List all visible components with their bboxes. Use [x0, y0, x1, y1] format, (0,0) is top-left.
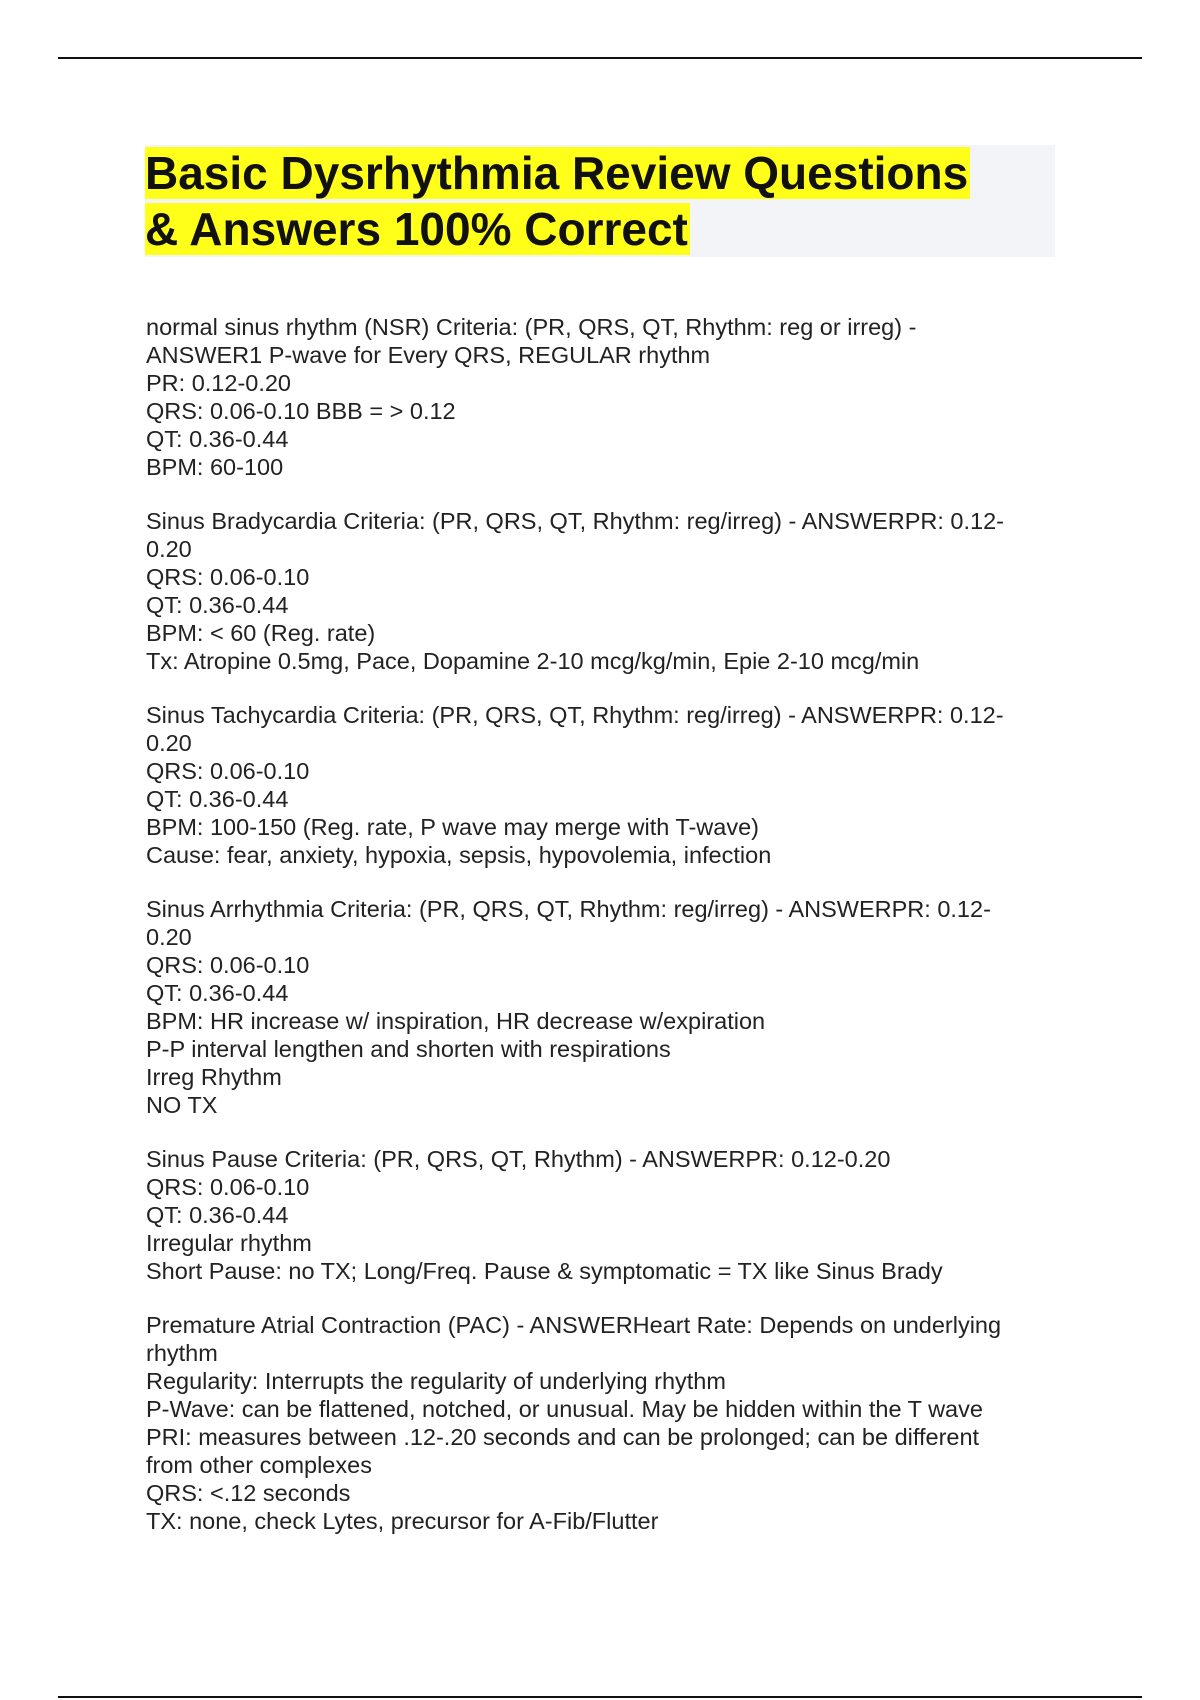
entry-line: QRS: 0.06-0.10	[146, 952, 310, 978]
entry-line: Irreg Rhythm	[146, 1064, 282, 1090]
title-block	[145, 145, 1055, 257]
flashcard-entry	[146, 313, 1046, 481]
entry-line: QT: 0.36-0.44	[146, 786, 289, 812]
entry-line: Irregular rhythm	[146, 1230, 312, 1256]
entry-line: QRS: <.12 seconds	[146, 1480, 351, 1506]
entry-line: QT: 0.36-0.44	[146, 980, 289, 1006]
title-line-2: & Answers 100% Correct	[145, 203, 688, 255]
entry-line: Short Pause: no TX; Long/Freq. Pause & symptomatic = TX like Sinus Brady	[146, 1258, 943, 1284]
entry-line: QRS: 0.06-0.10 BBB = > 0.12	[146, 398, 456, 424]
entry-line: Sinus Bradycardia Criteria: (PR, QRS, QT, Rhythm: reg/irreg) - ANSWERPR: 0.12-	[146, 508, 1004, 534]
entry-line: 0.20	[146, 536, 192, 562]
entry-line: PRI: measures between .12-.20 seconds and can be prolonged; can be different	[146, 1424, 980, 1450]
entry-line: QRS: 0.06-0.10	[146, 564, 310, 590]
entry-line: rhythm	[146, 1340, 218, 1366]
title-line-1: Basic Dysrhythmia Review Questions	[145, 147, 969, 199]
entry-line: BPM: < 60 (Reg. rate)	[146, 620, 376, 646]
flashcard-entry	[146, 1311, 1046, 1535]
entry-line: QRS: 0.06-0.10	[146, 1174, 310, 1200]
entry-line: Tx: Atropine 0.5mg, Pace, Dopamine 2-10 mcg/kg/min, Epie 2-10 mcg/min	[146, 648, 920, 674]
entry-line: P-P interval lengthen and shorten with respirations	[146, 1036, 671, 1062]
entry-line: Sinus Pause Criteria: (PR, QRS, QT, Rhythm) - ANSWERPR: 0.12-0.20	[146, 1146, 891, 1172]
entry-line: PR: 0.12-0.20	[146, 370, 292, 396]
entry-line: QT: 0.36-0.44	[146, 592, 289, 618]
entry-line: 0.20	[146, 730, 192, 756]
entry-line: BPM: HR increase w/ inspiration, HR decrease w/expiration	[146, 1008, 766, 1034]
entry-line: QRS: 0.06-0.10	[146, 758, 310, 784]
entry-line: TX: none, check Lytes, precursor for A-Fib/Flutter	[146, 1508, 659, 1534]
entry-line: 0.20	[146, 924, 192, 950]
document-title	[145, 145, 1055, 257]
entry-line: Regularity: Interrupts the regularity of underlying rhythm	[146, 1368, 726, 1394]
flashcard-entry	[146, 895, 1046, 1119]
entry-line: Sinus Tachycardia Criteria: (PR, QRS, QT, Rhythm: reg/irreg) - ANSWERPR: 0.12-	[146, 702, 1004, 728]
entry-line: BPM: 100-150 (Reg. rate, P wave may merge with T-wave)	[146, 814, 759, 840]
flashcard-entry	[146, 1145, 1046, 1285]
entry-line: from other complexes	[146, 1452, 372, 1478]
entry-line: QT: 0.36-0.44	[146, 426, 289, 452]
entry-line: Cause: fear, anxiety, hypoxia, sepsis, hypovolemia, infection	[146, 842, 772, 868]
bottom-divider	[58, 1696, 1142, 1698]
flashcard-entry	[146, 507, 1046, 675]
flashcard-list	[146, 313, 1046, 1561]
top-divider	[58, 57, 1142, 59]
entry-line: BPM: 60-100	[146, 454, 284, 480]
entry-line: normal sinus rhythm (NSR) Criteria: (PR, QRS, QT, Rhythm: reg or irreg) -	[146, 314, 917, 340]
entry-line: ANSWER1 P-wave for Every QRS, REGULAR rhythm	[146, 342, 711, 368]
entry-line: Premature Atrial Contraction (PAC) - ANSWERHeart Rate: Depends on underlying	[146, 1312, 1002, 1338]
entry-line: P-Wave: can be flattened, notched, or unusual. May be hidden within the T wave	[146, 1396, 983, 1422]
entry-line: Sinus Arrhythmia Criteria: (PR, QRS, QT, Rhythm: reg/irreg) - ANSWERPR: 0.12-	[146, 896, 991, 922]
entry-line: QT: 0.36-0.44	[146, 1202, 289, 1228]
entry-line: NO TX	[146, 1092, 218, 1118]
flashcard-entry	[146, 701, 1046, 869]
